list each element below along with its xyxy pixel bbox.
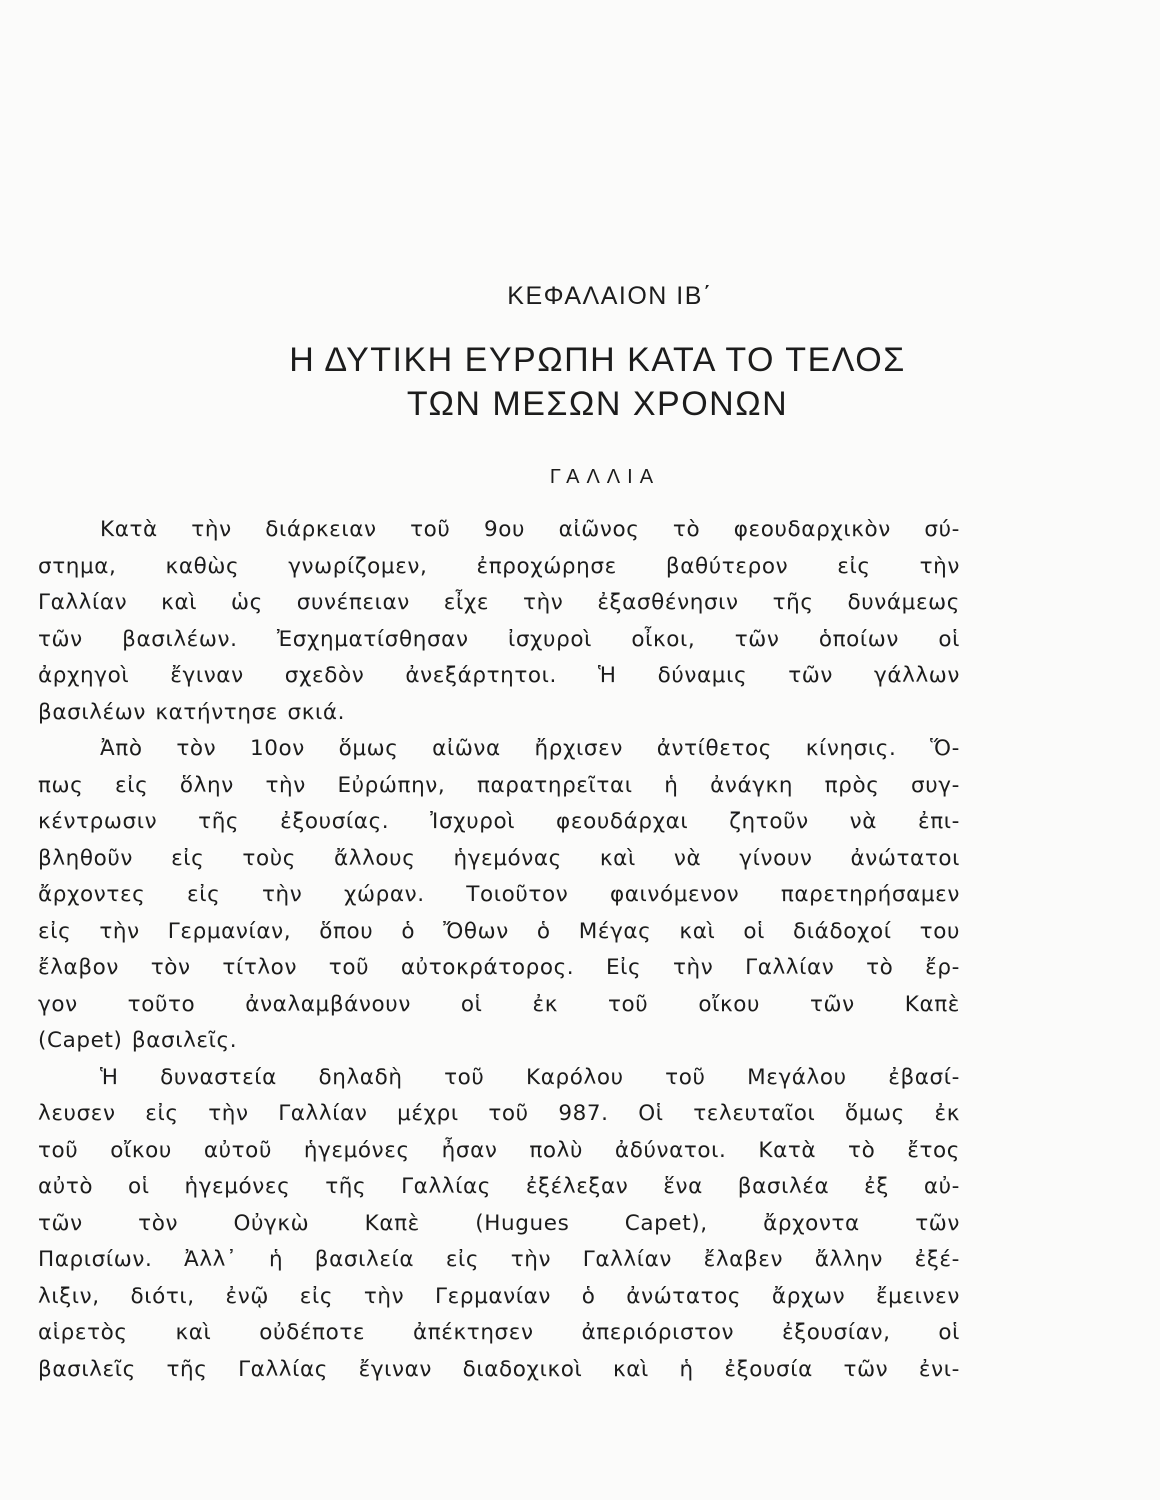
text-line: εἰς τὴν Γερμανίαν, ὅπου ὁ Ὄθων ὁ Μέγας καὶ οἱ διάδοχοί του [38, 918, 960, 944]
section-heading: ΓΑΛΛΙΑ [549, 466, 661, 488]
chapter-label: ΚΕΦΑΛΑΙΟΝ ΙΒ΄ [507, 282, 713, 310]
text-line: βασιλέων κατήντησε σκιά. [38, 699, 346, 725]
text-line: τῶν τὸν Οὐγκὼ Καπὲ (Hugues Capet), ἄρχοντα τῶν [38, 1210, 960, 1236]
text-line: ἔλαβον τὸν τίτλον τοῦ αὐτοκράτορος. Εἰς τὴν Γαλλίαν τὸ ἔρ- [38, 955, 960, 980]
text-line: ἀρχηγοὶ ἔγιναν σχεδὸν ἀνεξάρτητοι. Ἡ δύναμις τῶν γάλλων [38, 663, 960, 688]
text-line: αὐτὸ οἱ ἡγεμόνες τῆς Γαλλίας ἐξέλεξαν ἕνα βασιλέα ἐξ αὐ- [38, 1174, 960, 1199]
text-line: λευσεν εἰς τὴν Γαλλίαν μέχρι τοῦ 987. Οἱ τελευταῖοι ὅμως ἐκ [38, 1101, 960, 1126]
text-line: (Capet) βασιλεῖς. [38, 1028, 238, 1053]
text-line: πως εἰς ὅλην τὴν Εὐρώπην, παρατηρεῖται ἡ ἀνάγκη πρὸς συγ- [38, 772, 960, 798]
chapter-title-line-1: Η ΔΥΤΙΚΗ ΕΥΡΩΠΗ ΚΑΤΑ ΤΟ ΤΕΛΟΣ [289, 341, 906, 379]
text-line: τῶν βασιλέων. Ἐσχηματίσθησαν ἰσχυροὶ οἶκοι, τῶν ὁποίων οἱ [38, 626, 960, 652]
text-line: Παρισίων. Ἀλλ᾽ ἡ βασιλεία εἰς τὴν Γαλλίαν ἔλαβεν ἄλλην ἐξέ- [38, 1247, 960, 1272]
text-line: βασιλεῖς τῆς Γαλλίας ἔγιναν διαδοχικοὶ καὶ ἡ ἐξουσία τῶν ἐνι- [38, 1356, 960, 1382]
text-line: αἱρετὸς καὶ οὐδέποτε ἀπέκτησεν ἀπεριόριστον ἐξουσίαν, οἱ [38, 1320, 960, 1345]
text-line: βληθοῦν εἰς τοὺς ἄλλους ἡγεμόνας καὶ νὰ γίνουν ἀνώτατοι [38, 845, 960, 871]
body-text [38, 512, 960, 1388]
chapter-title-line-2: ΤΩΝ ΜΕΣΩΝ ΧΡΟΝΩΝ [406, 385, 789, 423]
text-line: Κατὰ τὴν διάρκειαν τοῦ 9ου αἰῶνος τὸ φεουδαρχικὸν σύ- [100, 517, 960, 542]
text-line: γον τοῦτο ἀναλαμβάνουν οἱ ἐκ τοῦ οἴκου τῶν Καπὲ [38, 991, 960, 1017]
chapter-title [0, 338, 1160, 426]
text-line: Ἡ δυναστεία δηλαδὴ τοῦ Καρόλου τοῦ Μεγάλου ἐβασί- [100, 1064, 960, 1090]
text-line: τοῦ οἴκου αὐτοῦ ἡγεμόνες ἦσαν πολὺ ἀδύνατοι. Κατὰ τὸ ἔτος [38, 1137, 960, 1163]
text-line: Γαλλίαν καὶ ὡς συνέπειαν εἶχε τὴν ἐξασθένησιν τῆς δυνάμεως [38, 590, 960, 615]
text-line: λιξιν, διότι, ἐνῷ εἰς τὴν Γερμανίαν ὁ ἀνώτατος ἄρχων ἔμεινεν [38, 1283, 960, 1309]
text-line: στημα, καθὼς γνωρίζομεν, ἐπροχώρησε βαθύτερον εἰς τὴν [38, 553, 960, 579]
text-line: Ἀπὸ τὸν 10ον ὅμως αἰῶνα ἤρχισεν ἀντίθετος κίνησις. Ὅ- [100, 736, 960, 761]
text-line: κέντρωσιν τῆς ἐξουσίας. Ἰσχυροὶ φεουδάρχαι ζητοῦν νὰ ἐπι- [38, 809, 960, 834]
text-line: ἄρχοντες εἰς τὴν χώραν. Τοιοῦτον φαινόμενον παρετηρήσαμεν [38, 882, 960, 907]
